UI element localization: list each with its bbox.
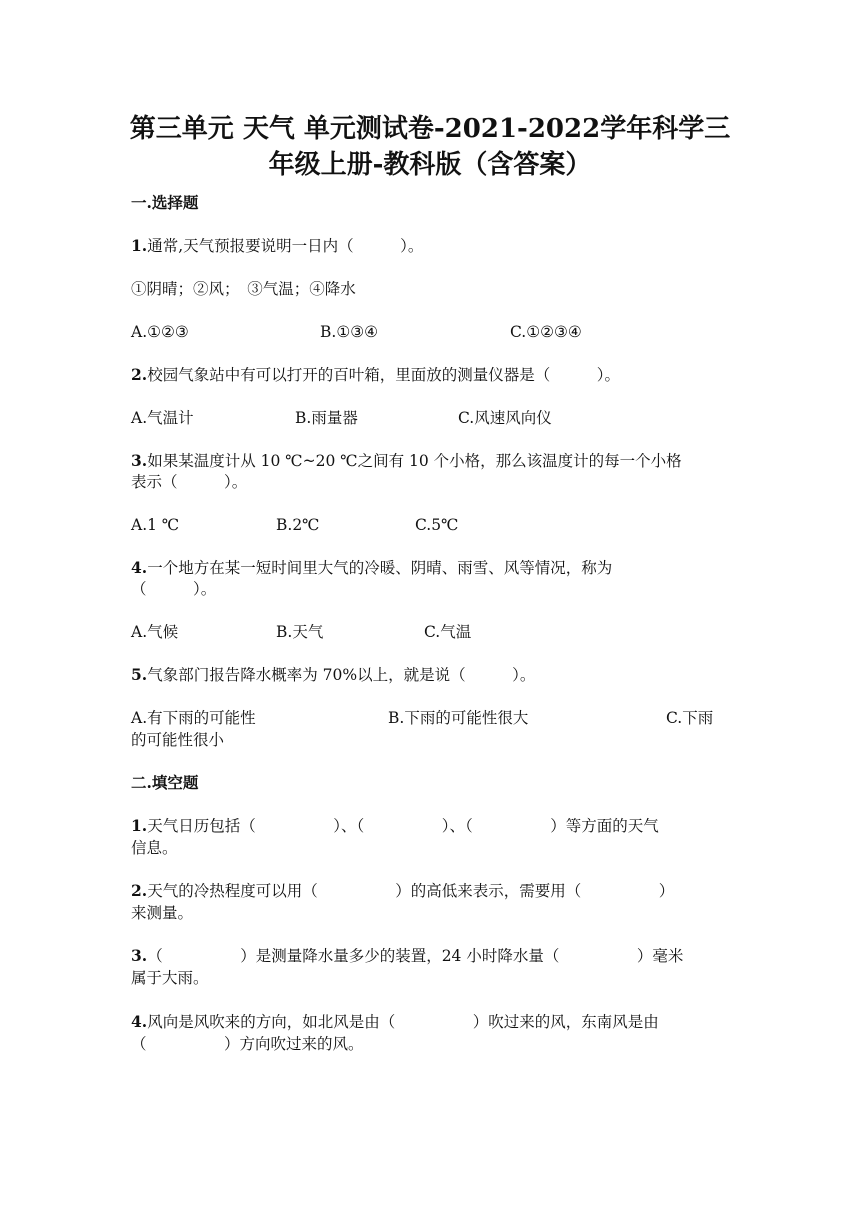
option-c: C.5℃ [415,516,459,534]
question-number: 5. [131,665,148,684]
question-number: 3. [131,451,148,470]
fill-question-1 [131,816,659,836]
question-2 [131,365,620,385]
question-3 [131,451,682,471]
question-5 [131,665,535,685]
question-1 [131,236,423,256]
question-text: 一个地方在某一短时间里大气的冷暖、阴晴、雨雪、风等情况，称为 [147,559,613,577]
option-b: B.天气 [276,623,324,641]
option-c: C.下雨 [666,709,714,727]
fill-question-3 [131,946,683,966]
question-number: 1. [131,236,148,255]
option-b: B.下雨的可能性很大 [388,709,529,727]
document-title-line-1: 第三单元 天气 单元测试卷-2021-2022学年科学三 [129,114,731,144]
document-title-line-2: 年级上册-教科版（含答案） [268,150,592,180]
fill-question-2 [131,881,674,901]
question-text: 通常,天气预报要说明一日内（ ）。 [147,237,424,255]
option-c: C.风速风向仪 [458,409,552,427]
question-number: 4. [131,558,148,577]
option-a: A.有下雨的可能性 [131,709,256,727]
question-text: 校园气象站中有可以打开的百叶箱，里面放的测量仪器是（ ）。 [147,366,620,384]
fill-question-1-continued: 信息。 [131,839,178,857]
option-a: A.气候 [131,623,179,641]
section-heading-choice: 一.选择题 [131,193,199,212]
section-heading-fill-in: 二.填空题 [131,773,199,792]
question-text: 风向是风吹来的方向，如北风是由（ ）吹过来的风，东南风是由 [147,1013,659,1031]
question-number: 2. [131,365,148,384]
question-text: 天气的冷热程度可以用（ ）的高低来表示，需要用（ ） [147,882,675,900]
option-c: C.①②③④ [510,323,582,341]
option-c-continued: 的可能性很小 [131,731,225,749]
question-number: 4. [131,1012,148,1031]
option-b: B.2℃ [276,516,320,534]
option-b: B.雨量器 [295,409,358,427]
question-text: （ ）是测量降水量多少的装置，24 小时降水量（ ）毫米 [147,947,684,965]
option-a: A.气温计 [131,409,194,427]
fill-question-3-continued: 属于大雨。 [131,969,209,987]
question-text: 如果某温度计从 10 ℃~20 ℃之间有 10 个小格，那么该温度计的每一个小格 [147,452,682,470]
question-text: 气象部门报告降水概率为 70%以上，就是说（ ）。 [147,666,536,684]
question-number: 3. [131,946,148,965]
question-text: 天气日历包括（ ）、（ ）、（ ）等方面的天气 [147,817,659,835]
option-a: A.①②③ [131,323,189,341]
question-1-items: ①阴晴；②风； ③气温；④降水 [131,280,356,298]
question-number: 2. [131,881,148,900]
fill-question-4 [131,1012,659,1032]
fill-question-4-continued: （ ）方向吹过来的风。 [131,1035,364,1053]
option-c: C.气温 [424,623,472,641]
question-3-continued: 表示（ ）。 [131,473,248,491]
question-4 [131,558,612,578]
option-a: A.1 ℃ [131,516,180,534]
question-number: 1. [131,816,148,835]
option-b: B.①③④ [320,323,379,341]
fill-question-2-continued: 来测量。 [131,904,194,922]
question-4-continued: （ ）。 [131,580,217,598]
